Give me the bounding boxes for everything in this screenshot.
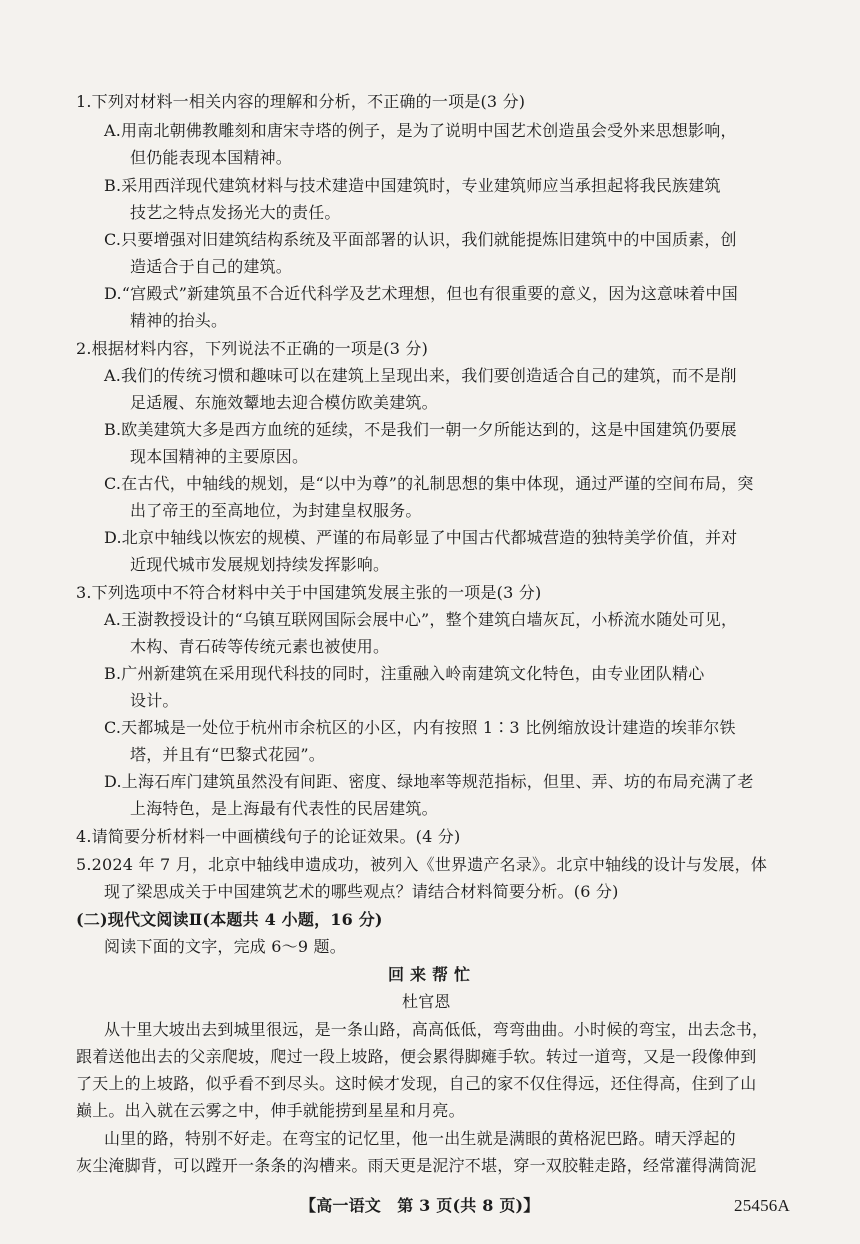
- story-paragraph-1-line1: 从十里大坡出去到城里很远，是一条山路，高高低低，弯弯曲曲。小时候的弯宝，出去念书，: [104, 1020, 769, 1039]
- q2-option-b-line2: 现本国精神的主要原因。: [130, 447, 309, 466]
- q1-option-a-line1: A.用南北朝佛教雕刻和唐宋寺塔的例子，是为了说明中国艺术创造虽会受外来思想影响，: [104, 121, 737, 140]
- q3-stem: 3.下列选项中不符合材料中关于中国建筑发展主张的一项是(3 分): [76, 583, 542, 602]
- q3-option-a-line1: A.王澍教授设计的“乌镇互联网国际会展中心”，整个建筑白墙灰瓦，小桥流水随处可见，: [104, 610, 738, 629]
- section-heading: (二)现代文阅读Ⅱ(本题共 4 小题，16 分): [76, 910, 383, 929]
- q2-option-c-line2: 出了帝王的至高地位，为封建皇权服务。: [130, 501, 422, 520]
- q3-option-c-line2: 塔，并且有“巴黎式花园”。: [130, 745, 325, 764]
- q3-option-b-line1: B.广州新建筑在采用现代科技的同时，注重融入岭南建筑文化特色，由专业团队精心: [104, 664, 705, 683]
- q1-option-a-line2: 但仍能表现本国精神。: [130, 148, 293, 167]
- q3-option-a-line2: 木构、青石砖等传统元素也被使用。: [130, 637, 390, 656]
- q2-option-a-line2: 足适履、东施效颦地去迎合模仿欧美建筑。: [130, 393, 438, 412]
- q5-stem-line1: 5.2024 年 7 月，北京中轴线申遗成功，被列入《世界遗产名录》。北京中轴线的设计与发展，体: [76, 855, 768, 874]
- q2-option-d-line1: D.北京中轴线以恢宏的规模、严谨的布局彰显了中国古代都城营造的独特美学价值，并对: [104, 528, 738, 547]
- q5-stem-line2: 现了梁思成关于中国建筑艺术的哪些观点？请结合材料简要分析。(6 分): [104, 882, 619, 901]
- q2-option-c-line1: C.在古代，中轴线的规划，是“以中为尊”的礼制思想的集中体现，通过严谨的空间布局，突: [104, 474, 754, 493]
- q1-option-b-line1: B.采用西洋现代建筑材料与技术建造中国建筑时，专业建筑师应当承担起将我民族建筑: [104, 176, 721, 195]
- q3-option-d-line2: 上海特色，是上海最有代表性的民居建筑。: [130, 799, 438, 818]
- q3-option-c-line1: C.天都城是一处位于杭州市余杭区的小区，内有按照 1∶3 比例缩放设计建造的埃菲尔铁: [104, 718, 736, 737]
- footer-page-label: 【高一语文 第 3 页(共 8 页)】: [300, 1196, 540, 1215]
- story-paragraph-2-line2: 灰尘淹脚背，可以蹚开一条条的沟槽来。雨天更是泥泞不堪，穿一双胶鞋走路，经常灌得满筒泥: [76, 1156, 757, 1175]
- story-paragraph-1-line2: 跟着送他出去的父亲爬坡，爬过一段上坡路，便会累得脚瘫手软。转过一道弯，又是一段像伸到: [76, 1047, 757, 1066]
- q2-option-d-line2: 近现代城市发展规划持续发挥影响。: [130, 555, 390, 574]
- q1-option-c-line2: 造适合于自己的建筑。: [130, 257, 293, 276]
- q1-option-d-line2: 精神的抬头。: [130, 311, 228, 330]
- q2-stem: 2.根据材料内容，下列说法不正确的一项是(3 分): [76, 339, 429, 358]
- q4-stem: 4.请简要分析材料一中画横线句子的论证效果。(4 分): [76, 827, 461, 846]
- story-paragraph-1-line4: 巅上。出入就在云雾之中，伸手就能捞到星星和月亮。: [76, 1101, 465, 1120]
- section-instruction: 阅读下面的文字，完成 6～9 题。: [104, 937, 346, 956]
- q1-stem: 1.下列对材料一相关内容的理解和分析，不正确的一项是(3 分): [76, 92, 526, 111]
- q2-option-a-line1: A.我们的传统习惯和趣味可以在建筑上呈现出来，我们要创造适合自己的建筑，而不是削: [104, 366, 737, 385]
- q3-option-d-line1: D.上海石库门建筑虽然没有间距、密度、绿地率等规范指标，但里、弄、坊的布局充满了老: [104, 772, 754, 791]
- q2-option-b-line1: B.欧美建筑大多是西方血统的延续，不是我们一朝一夕所能达到的，这是中国建筑仍要展: [104, 420, 737, 439]
- q1-option-c-line1: C.只要增强对旧建筑结构系统及平面部署的认识，我们就能提炼旧建筑中的中国质素，创: [104, 230, 737, 249]
- q3-option-b-line2: 设计。: [130, 691, 179, 710]
- footer-exam-code: 25456A: [734, 1196, 790, 1215]
- q1-option-b-line2: 技艺之特点发扬光大的责任。: [130, 203, 341, 222]
- story-title: 回来帮忙: [388, 965, 477, 984]
- story-author: 杜官恩: [402, 992, 451, 1011]
- story-paragraph-1-line3: 了天上的上坡路，似乎看不到尽头。这时候才发现，自己的家不仅住得远，还住得高，住到了山: [76, 1074, 757, 1093]
- story-paragraph-2-line1: 山里的路，特别不好走。在弯宝的记忆里，他一出生就是满眼的黄格泥巴路。晴天浮起的: [104, 1129, 736, 1148]
- q1-option-d-line1: D.“宫殿式”新建筑虽不合近代科学及艺术理想，但也有很重要的意义，因为这意味着中国: [104, 284, 738, 303]
